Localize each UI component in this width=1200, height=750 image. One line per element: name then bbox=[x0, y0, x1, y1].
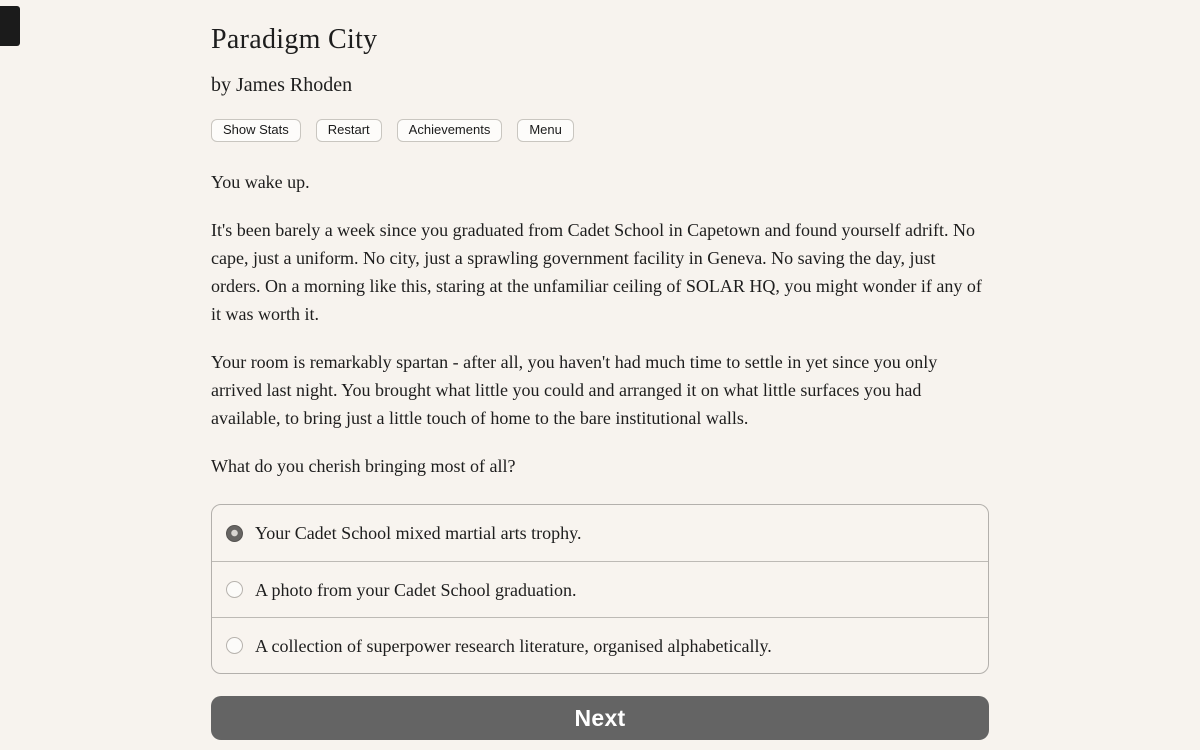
restart-button[interactable]: Restart bbox=[316, 119, 382, 142]
choice-list bbox=[211, 504, 989, 674]
story-paragraph: Your room is remarkably spartan - after all, you haven't had much time to settle in yet since you only arrived last night. You brought what little you could and arranged it on what little surfaces you had available, to bring just a little touch of home to the bare institutional walls. bbox=[211, 352, 938, 429]
choice-prompt: What do you cherish bringing most of all? bbox=[211, 456, 516, 477]
corner-artifact bbox=[0, 6, 20, 46]
toolbar bbox=[211, 119, 989, 142]
radio-unselected-icon[interactable] bbox=[226, 581, 243, 598]
story-text bbox=[211, 168, 989, 480]
next-button[interactable]: Next bbox=[211, 696, 989, 740]
achievements-button[interactable]: Achievements bbox=[397, 119, 503, 142]
choice-option-1[interactable] bbox=[212, 505, 988, 561]
choice-option-3[interactable] bbox=[212, 617, 988, 673]
choice-option-2[interactable] bbox=[212, 561, 988, 617]
radio-unselected-icon[interactable] bbox=[226, 637, 243, 654]
choice-option-label: A collection of superpower research literature, organised alphabetically. bbox=[255, 635, 772, 656]
choice-option-label: A photo from your Cadet School graduation. bbox=[255, 579, 577, 600]
page-title: Paradigm City bbox=[211, 24, 378, 55]
author-byline: by James Rhoden bbox=[211, 74, 353, 96]
story-page bbox=[211, 0, 989, 740]
menu-button[interactable]: Menu bbox=[517, 119, 574, 142]
choice-option-label: Your Cadet School mixed martial arts trophy. bbox=[255, 523, 582, 544]
radio-selected-icon[interactable] bbox=[226, 525, 243, 542]
show-stats-button[interactable]: Show Stats bbox=[211, 119, 301, 142]
story-paragraph: You wake up. bbox=[211, 172, 310, 193]
story-paragraph: It's been barely a week since you graduated from Cadet School in Capetown and found yourself adrift. No cape, just a uniform. No city, just a sprawling government facility in Geneva. No saving the day, just orders. On a morning like this, staring at the unfamiliar ceiling of SOLAR HQ, you might wonder if any of it was worth it. bbox=[211, 220, 982, 325]
